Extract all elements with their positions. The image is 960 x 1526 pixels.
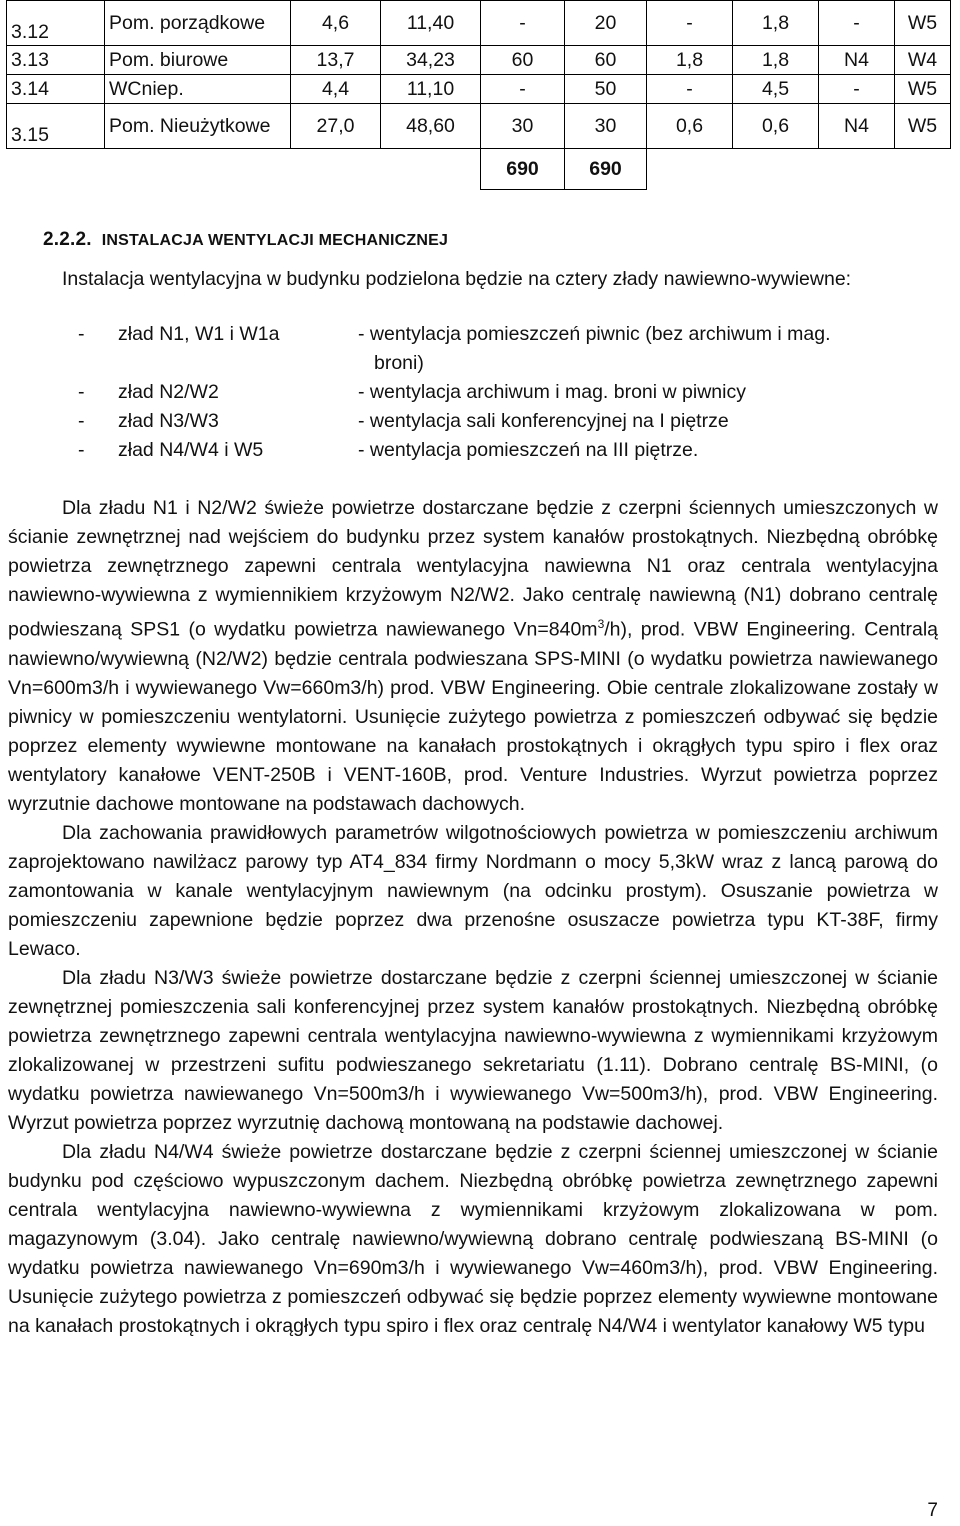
total-exhaust: 690 [565, 149, 647, 190]
table-cell: W4 [895, 46, 951, 75]
room-number: 3.15 [7, 104, 105, 149]
zone-description: - wentylacja pomieszczeń na III piętrze. [358, 439, 699, 461]
table-cell: - [647, 75, 733, 104]
table-cell: 60 [481, 46, 565, 75]
table-cell: 20 [565, 1, 647, 46]
paragraph: Dla zachowania prawidłowych parametrów wilgotnościowych powietrza w pomieszczeniu archiwum zaprojektowano nawilżacz parowy typ AT4_834 firmy Nordmann o mocy 5,3kW wraz z lancą parową do zamontowania w kanale wentylacyjnym nawiewnym (na odcinku prostym). Osuszanie powietrza w pomieszczeniu zapewnione będzie poprzez dwa przenośne osuszacze powietrza typu KT-38F, firmy Lewaco. [8, 821, 938, 960]
table-cell: 60 [565, 46, 647, 75]
room-volume: 11,10 [381, 75, 481, 104]
table-cell: 1,8 [733, 1, 819, 46]
table-cell: 0,6 [733, 104, 819, 149]
zone-description: - wentylacja pomieszczeń piwnic (bez archiwum i mag. [358, 323, 831, 345]
room-area: 4,6 [291, 1, 381, 46]
table-cell: 50 [565, 75, 647, 104]
rooms-table [6, 0, 951, 190]
list-dash: - [78, 381, 85, 403]
table-cell: W5 [895, 1, 951, 46]
list-dash: - [78, 323, 85, 345]
zone-description-cont: broni) [374, 352, 424, 374]
list-item [78, 407, 948, 436]
paragraph-part: /h), prod. VBW Engineering. Centralą nawiewno/wywiewną (N2/W2) będzie centrala podwieszana SPS-MINI (o wydatku powietrza nawiewanego Vn=600m3/h i wywiewanego Vw=660m3/h) prod. VBW Engineering. Obie centrale zlokalizowane zostały w piwnicy w pomieszczeniu wentylatorni. Usunięcie zużytego powietrza z pomieszczeń odbywać się będzie poprzez elementy wywiewne montowane na kanałach prostokątnych i okrągłych typu spiro i flex oraz wentylatory kanałowe VENT-250B i VENT-160B, prod. Venture Industries. Wyrzut powietrza poprzez wyrzutnie dachowe montowane na podstawach dachowych. [8, 618, 938, 815]
table-cell: N4 [819, 104, 895, 149]
room-number: 3.13 [7, 46, 105, 75]
body-text [8, 494, 938, 1341]
table-row [7, 46, 951, 75]
page-number: 7 [927, 1500, 938, 1521]
room-name: Pom. Nieużytkowe [105, 104, 291, 149]
paragraph [8, 494, 938, 819]
zone-name: zład N2/W2 [118, 381, 219, 403]
list-item [78, 378, 948, 407]
list-item [78, 320, 948, 378]
room-number: 3.12 [7, 1, 105, 46]
list-dash: - [78, 410, 85, 432]
section-number: 2.2.2. [43, 229, 92, 250]
table-cell: - [481, 75, 565, 104]
section-heading [43, 229, 448, 251]
room-name: Pom. porządkowe [105, 1, 291, 46]
room-volume: 48,60 [381, 104, 481, 149]
room-area: 27,0 [291, 104, 381, 149]
table-cell: - [819, 1, 895, 46]
table-row [7, 104, 951, 149]
zone-name: zład N4/W4 i W5 [118, 439, 264, 461]
table-cell: 4,5 [733, 75, 819, 104]
superscript: 3 [597, 617, 605, 631]
table-cell: - [647, 1, 733, 46]
section-title: INSTALACJA WENTYLACJI MECHANICZNEJ [101, 232, 449, 249]
paragraph-part: Dla zładu N1 i N2/W2 świeże powietrze dostarczane będzie z czerpni ściennych umieszczonych w ścianie zewnętrznej nad wejściem do budynku przez system kanałów prostokątnych. Niezbędną obróbkę powietrza zewnętrznego zapewni centrala wentylacyjna nawiewna N1 oraz centrala wentylacyjna nawiewno-wywiewna z wymiennikiem krzyżowym N2/W2. Jako centralę nawiewną (N1) dobrano centralę podwieszaną SPS1 (o wydatku powietrza nawiewanego Vn=840m [8, 497, 938, 641]
table-cell: N4 [819, 46, 895, 75]
table-cell: W5 [895, 75, 951, 104]
paragraph: Dla zładu N3/W3 świeże powietrze dostarczane będzie z czerpni ściennej umieszczonej w ścianie zewnętrznej pomieszczenia sali konferencyjnej przez system kanałów prostokątnych. Niezbędną obróbkę powietrza zewnętrznego zapewni centrala wentylacyjna nawiewno-wywiewna z wymiennikami krzyżowym zlokalizowanej w przestrzeni sufitu podwieszanego sekretariatu (1.11). Dobrano centralę BS-MINI, (o wydatku powietrza nawiewanego Vn=500m3/h i wywiewanego Vw=500m3/h), prod. VBW Engineering. Wyrzut powietrza poprzez wyrzutnię dachową montowaną na podstawie dachowej. [8, 966, 938, 1134]
list-dash: - [78, 439, 85, 461]
section-intro: Instalacja wentylacyjna w budynku podzielona będzie na cztery złady nawiewno-wywiewne: [62, 268, 852, 290]
table-cell: 1,8 [647, 46, 733, 75]
list-item [78, 436, 948, 465]
zone-description: - wentylacja archiwum i mag. broni w piwnicy [358, 381, 746, 403]
table-cell: 0,6 [647, 104, 733, 149]
table-row [7, 1, 951, 46]
table-cell: - [819, 75, 895, 104]
table-cell: 1,8 [733, 46, 819, 75]
zone-list [78, 320, 948, 465]
zone-name: zład N1, W1 i W1a [118, 323, 280, 345]
total-supply: 690 [481, 149, 565, 190]
room-number: 3.14 [7, 75, 105, 104]
room-name: WCniep. [105, 75, 291, 104]
totals-row [7, 149, 951, 190]
zone-description: - wentylacja sali konferencyjnej na I piętrze [358, 410, 729, 432]
table-cell: W5 [895, 104, 951, 149]
room-name: Pom. biurowe [105, 46, 291, 75]
table-cell: 30 [481, 104, 565, 149]
paragraph: Dla zładu N4/W4 świeże powietrze dostarczane będzie z czerpni ściennej umieszczonej w ścianie budynku pod częściowo wypuszczonym dachem. Niezbędną obróbkę powietrza zewnętrznego zapewni centrala wentylacyjna nawiewno-wywiewna z wymiennikami krzyżowym zlokalizowana w pom. magazynowym (3.04). Jako centralę nawiewno/wywiewną dobrano centralę podwieszaną BS-MINI (o wydatku powietrza nawiewanego Vn=690m3/h i wywiewanego Vw=460m3/h), prod. VBW Engineering. Usunięcie zużytego powietrza z pomieszczeń odbywać się będzie poprzez elementy wywiewne montowane na kanałach prostokątnych i okrągłych typu spiro i flex oraz centralę N4/W4 i wentylator kanałowy W5 typu [8, 1140, 938, 1337]
table-row [7, 75, 951, 104]
table-cell: - [481, 1, 565, 46]
room-area: 13,7 [291, 46, 381, 75]
room-volume: 11,40 [381, 1, 481, 46]
table-cell: 30 [565, 104, 647, 149]
zone-name: zład N3/W3 [118, 410, 219, 432]
room-volume: 34,23 [381, 46, 481, 75]
room-area: 4,4 [291, 75, 381, 104]
